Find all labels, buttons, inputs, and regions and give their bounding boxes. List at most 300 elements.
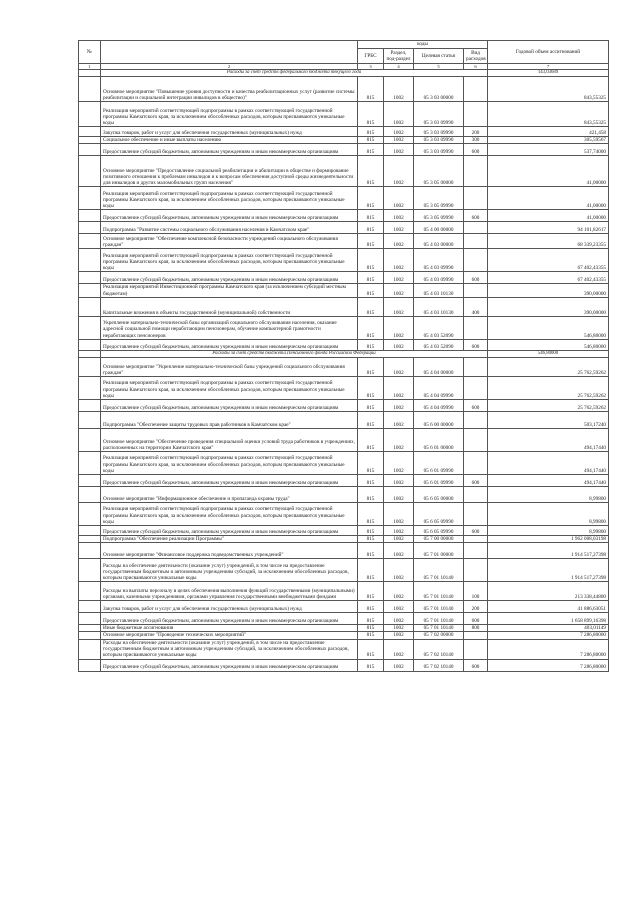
table-row <box>79 543 609 559</box>
grbs-cell: 815 <box>358 316 384 339</box>
amount-cell: 25 762,59262 <box>488 358 609 377</box>
grbs-cell: 815 <box>358 613 384 625</box>
index-cell: 7 <box>488 64 609 70</box>
expense-type-cell <box>464 487 488 503</box>
expense-type-cell <box>464 503 488 526</box>
amount-cell: 8,99800 <box>488 487 609 503</box>
section-cell: 1002 <box>384 536 414 543</box>
expense-type-cell <box>464 452 488 475</box>
expense-type-cell: 600 <box>464 526 488 536</box>
section-cell: 1002 <box>384 632 414 639</box>
item-name: Капитальные вложения в объекты государственной (муниципальной) собственности <box>101 297 358 316</box>
row-number-cell <box>79 210 101 222</box>
target-article-cell: 05 4 04 00000 <box>414 358 464 377</box>
amount-cell: 8,99800 <box>488 503 609 526</box>
item-name: Предоставление субсидий бюджетным, автономным учреждениям и иным некоммерческим организациям <box>101 272 358 284</box>
expense-type-cell: 200 <box>464 601 488 613</box>
grbs-cell: 815 <box>358 659 384 671</box>
row-number-cell <box>79 127 101 137</box>
row-number-cell <box>79 377 101 400</box>
section-cell: 1002 <box>384 102 414 127</box>
row-number-cell <box>79 137 101 144</box>
item-name: Закупка товаров, работ и услуг для обеспечения государственных (муниципальных) нужд <box>101 601 358 613</box>
row-number-cell <box>79 503 101 526</box>
expense-type-cell: 600 <box>464 144 488 156</box>
row-number-cell <box>79 475 101 487</box>
section-cell: 1002 <box>384 452 414 475</box>
target-article-cell: 05 7 00 00000 <box>414 536 464 543</box>
index-cell: 5 <box>414 64 464 70</box>
row-number-cell <box>79 582 101 601</box>
target-article-cell: 05 4 03 09990 <box>414 249 464 272</box>
grbs-cell: 815 <box>358 358 384 377</box>
section-cell: 1002 <box>384 503 414 526</box>
target-article-cell: 05 6 05 09990 <box>414 503 464 526</box>
item-name: Предоставление субсидий бюджетным, автономным учреждениям и иным некоммерческим организациям <box>101 613 358 625</box>
amount-cell: 1 658 899,16398 <box>488 613 609 625</box>
row-number-cell <box>79 249 101 272</box>
amount-cell: 67 402,43355 <box>488 249 609 272</box>
item-name: Предоставление субсидий бюджетным, автономным учреждениям и иным некоммерческим организациям <box>101 144 358 156</box>
item-name: Подпрограмма "Развитие системы социального обслуживания населения в Камчатском крае" <box>101 222 358 234</box>
table-body <box>79 70 609 672</box>
row-number-cell <box>79 452 101 475</box>
amount-cell: 7 286,80000 <box>488 632 609 639</box>
amount-cell: 843,55325 <box>488 77 609 102</box>
header-type: Вид расходов <box>464 49 488 64</box>
section-cell: 1002 <box>384 210 414 222</box>
item-name: Предоставление субсидий бюджетным, автономным учреждениям и иным некоммерческим организациям <box>101 475 358 487</box>
expense-type-cell: 400 <box>464 297 488 316</box>
header-no: № <box>79 41 101 64</box>
grbs-cell: 815 <box>358 222 384 234</box>
amount-cell: 403,01149 <box>488 625 609 632</box>
row-number-cell <box>79 536 101 543</box>
grbs-cell: 815 <box>358 102 384 127</box>
row-number-cell <box>79 429 101 452</box>
row-number-cell <box>79 559 101 582</box>
grbs-cell: 815 <box>358 77 384 102</box>
section-cell: 1002 <box>384 543 414 559</box>
grbs-cell: 815 <box>358 127 384 137</box>
header-codes: коды <box>358 41 488 49</box>
section-cell: 1002 <box>384 487 414 503</box>
amount-cell: 25 762,59262 <box>488 377 609 400</box>
target-article-cell: 05 6 01 00000 <box>414 429 464 452</box>
target-article-cell: 05 4 03 52090 <box>414 316 464 339</box>
amount-cell: 41 886,63051 <box>488 601 609 613</box>
grbs-cell: 815 <box>358 210 384 222</box>
grbs-cell: 815 <box>358 377 384 400</box>
target-article-cell: 05 7 02 10140 <box>414 659 464 671</box>
table-row <box>79 601 609 613</box>
section-cell: 1002 <box>384 249 414 272</box>
expense-type-cell: 600 <box>464 339 488 350</box>
header-target: Целевая статья <box>414 49 464 64</box>
table-row <box>79 102 609 127</box>
note-text: Расходы за счет средств федерального бюджета текущего года <box>101 70 488 77</box>
section-cell: 1002 <box>384 316 414 339</box>
item-name: Реализация мероприятий соответствующей подпрограммы в рамках соответствующей государственной программы Камчатского края, за исключением обособленных расходов, которым присваиваются уникальные коды <box>101 249 358 272</box>
table-row <box>79 536 609 543</box>
expense-type-cell: 200 <box>464 127 488 137</box>
item-name: Основное мероприятие "Предоставление социальной реабилитации и абилитации в обществе и формирование позитивного отношения к проблемам инвалидов и к вопросам обеспечения доступной среды жизнедеятельности для инвалидов и других маломобильных групп населения" <box>101 156 358 187</box>
row-number-cell <box>79 297 101 316</box>
target-article-cell: 05 4 03 10130 <box>414 297 464 316</box>
amount-cell: 94 101,82617 <box>488 222 609 234</box>
expense-type-cell: 800 <box>464 625 488 632</box>
header-section: Раздел, под-раздел <box>384 49 414 64</box>
expense-type-cell <box>464 559 488 582</box>
row-number-cell <box>79 187 101 210</box>
budget-table <box>78 40 609 672</box>
row-number-cell <box>79 156 101 187</box>
grbs-cell: 815 <box>358 234 384 249</box>
table-row <box>79 272 609 284</box>
target-article-cell: 05 7 01 10140 <box>414 559 464 582</box>
row-number-cell <box>79 358 101 377</box>
grbs-cell: 815 <box>358 187 384 210</box>
amount-cell: 421,458 <box>488 127 609 137</box>
item-name: Укрепление материально-технической базы организаций социального обслуживания населения, оказание адресной социальной помощи неработающим пенсионерам, обучение компьютерной грамотности неработающих пенсионеров <box>101 316 358 339</box>
target-article-cell: 05 6 05 09990 <box>414 526 464 536</box>
expense-type-cell <box>464 284 488 297</box>
expense-type-cell <box>464 222 488 234</box>
item-name: Предоставление субсидий бюджетным, автономным учреждениям и иным некоммерческим организациям <box>101 210 358 222</box>
target-article-cell: 05 4 03 00000 <box>414 234 464 249</box>
amount-cell: 7 286,80000 <box>488 639 609 659</box>
amount-cell: 546,80000 <box>488 316 609 339</box>
row-number-cell <box>79 284 101 297</box>
row-number-cell <box>79 222 101 234</box>
section-cell: 1002 <box>384 601 414 613</box>
amount-cell: 1 914 517,27398 <box>488 559 609 582</box>
amount-cell: 67 402,43355 <box>488 272 609 284</box>
table-row <box>79 400 609 412</box>
table-row <box>79 316 609 339</box>
row-number-cell <box>79 102 101 127</box>
amount-cell: 1 914 517,27398 <box>488 543 609 559</box>
table-row <box>79 632 609 639</box>
table-row <box>79 639 609 659</box>
target-article-cell: 05 4 03 52090 <box>414 339 464 350</box>
grbs-cell: 815 <box>358 284 384 297</box>
expense-type-cell <box>464 632 488 639</box>
target-article-cell: 05 3 03 09990 <box>414 144 464 156</box>
item-name: Реализация мероприятий соответствующей подпрограммы в рамках соответствующей государственной программы Камчатского края, за исключением обособленных расходов, которым присваиваются уникальные коды <box>101 452 358 475</box>
item-name: Предоставление субсидий бюджетным, автономным учреждениям и иным некоммерческим организациям <box>101 526 358 536</box>
item-name: Реализация мероприятий соответствующей подпрограммы в рамках соответствующей государственной программы Камчатского края, за исключением обособленных расходов, которым присваиваются уникальные коды <box>101 503 358 526</box>
grbs-cell: 815 <box>358 339 384 350</box>
table-row <box>79 210 609 222</box>
expense-type-cell <box>464 543 488 559</box>
expense-type-cell <box>464 234 488 249</box>
section-cell: 1002 <box>384 377 414 400</box>
note-text: Расходы за счет средств бюджета Пенсионного фонда Российской Федерации <box>101 350 488 357</box>
amount-cell: 8,99800 <box>488 526 609 536</box>
row-number-cell <box>79 412 101 429</box>
item-name: Реализация мероприятий Инвестиционной программы Камчатского края (за исключением субсидий местным бюджетам) <box>101 284 358 297</box>
grbs-cell: 815 <box>358 400 384 412</box>
target-article-cell: 05 7 01 10140 <box>414 582 464 601</box>
section-cell: 1002 <box>384 475 414 487</box>
expense-type-cell <box>464 377 488 400</box>
target-article-cell: 05 3 03 09990 <box>414 102 464 127</box>
section-cell: 1002 <box>384 429 414 452</box>
expense-type-cell <box>464 412 488 429</box>
table-row <box>79 144 609 156</box>
target-article-cell: 05 4 04 09990 <box>414 377 464 400</box>
note-row <box>79 350 609 357</box>
grbs-cell: 815 <box>358 625 384 632</box>
section-cell: 1002 <box>384 613 414 625</box>
row-number-cell <box>79 70 101 77</box>
target-article-cell: 05 3 03 09990 <box>414 137 464 144</box>
target-article-cell: 05 4 03 10130 <box>414 284 464 297</box>
table-row <box>79 659 609 671</box>
row-number-cell <box>79 632 101 639</box>
grbs-cell: 815 <box>358 632 384 639</box>
expense-type-cell: 600 <box>464 400 488 412</box>
target-article-cell: 05 3 05 00000 <box>414 156 464 187</box>
amount-cell: 503,17240 <box>488 412 609 429</box>
row-number-cell <box>79 400 101 412</box>
section-cell: 1002 <box>384 582 414 601</box>
table-row <box>79 559 609 582</box>
amount-cell: 390,00000 <box>488 284 609 297</box>
section-cell: 1002 <box>384 127 414 137</box>
amount-cell: 546,80000 <box>488 350 609 357</box>
section-cell: 1002 <box>384 559 414 582</box>
expense-type-cell: 600 <box>464 475 488 487</box>
note-row <box>79 70 609 77</box>
table-row <box>79 412 609 429</box>
target-article-cell: 05 6 01 09990 <box>414 475 464 487</box>
row-number-cell <box>79 613 101 625</box>
grbs-cell: 815 <box>358 156 384 187</box>
section-cell: 1002 <box>384 358 414 377</box>
index-cell: 1 <box>79 64 101 70</box>
item-name: Основное мероприятие "Обеспечение комплексной безопасности учреждений социального обслуживания граждан" <box>101 234 358 249</box>
section-cell: 1002 <box>384 659 414 671</box>
row-number-cell <box>79 339 101 350</box>
item-name: Реализация мероприятий соответствующей подпрограммы в рамках соответствующей государственной программы Камчатского края, за исключением обособленных расходов, которым присваиваются уникальные коды <box>101 102 358 127</box>
item-name: Социальное обеспечение и иные выплаты населению <box>101 137 358 144</box>
target-article-cell: 05 6 05 00000 <box>414 487 464 503</box>
table-row <box>79 503 609 526</box>
row-number-cell <box>79 234 101 249</box>
expense-type-cell <box>464 536 488 543</box>
target-article-cell: 05 7 01 00000 <box>414 543 464 559</box>
item-name: Основное мероприятие "Укрепление материально-технической базы учреждений социального обслуживания граждан" <box>101 358 358 377</box>
target-article-cell: 05 4 00 00000 <box>414 222 464 234</box>
target-article-cell: 05 7 01 10140 <box>414 613 464 625</box>
table-row <box>79 77 609 102</box>
index-cell: 2 <box>101 64 358 70</box>
amount-cell: 546,80000 <box>488 339 609 350</box>
table-row <box>79 339 609 350</box>
target-article-cell: 05 7 02 10140 <box>414 639 464 659</box>
section-cell: 1002 <box>384 187 414 210</box>
grbs-cell: 815 <box>358 249 384 272</box>
table-row <box>79 377 609 400</box>
row-number-cell <box>79 601 101 613</box>
amount-cell: 41,00000 <box>488 210 609 222</box>
grbs-cell: 815 <box>358 452 384 475</box>
grbs-cell: 815 <box>358 137 384 144</box>
item-name: Подпрограмма "Обеспечение защиты трудовых прав работников в Камчатском крае" <box>101 412 358 429</box>
row-number-cell <box>79 487 101 503</box>
row-number-cell <box>79 350 101 357</box>
target-article-cell: 05 3 05 09990 <box>414 210 464 222</box>
table-row <box>79 526 609 536</box>
section-cell: 1002 <box>384 234 414 249</box>
item-name: Закупка товаров, работ и услуг для обеспечения государственных (муниципальных) нужд <box>101 127 358 137</box>
expense-type-cell <box>464 77 488 102</box>
grbs-cell: 815 <box>358 412 384 429</box>
row-number-cell <box>79 526 101 536</box>
item-name: Подпрограмма "Обеспечение реализации Программы" <box>101 536 358 543</box>
row-number-cell <box>79 639 101 659</box>
table-row <box>79 234 609 249</box>
grbs-cell: 815 <box>358 475 384 487</box>
row-number-cell <box>79 144 101 156</box>
section-cell: 1002 <box>384 297 414 316</box>
grbs-cell: 815 <box>358 582 384 601</box>
expense-type-cell <box>464 639 488 659</box>
table-row <box>79 613 609 625</box>
expense-type-cell: 600 <box>464 613 488 625</box>
table-row <box>79 452 609 475</box>
expense-type-cell <box>464 429 488 452</box>
section-cell: 1002 <box>384 272 414 284</box>
table-row <box>79 284 609 297</box>
target-article-cell: 05 3 03 09990 <box>414 127 464 137</box>
row-number-cell <box>79 543 101 559</box>
table-row <box>79 582 609 601</box>
item-name: Расходы на обеспечение деятельности (оказание услуг) учреждений, в том числе на предоставление государственным бюджетным и автономным учреждениям субсидий, за исключением обособленных расходов, которым присваиваются уникальные коды <box>101 639 358 659</box>
budget-table-page <box>78 40 608 672</box>
expense-type-cell: 600 <box>464 272 488 284</box>
expense-type-cell <box>464 187 488 210</box>
grbs-cell: 815 <box>358 487 384 503</box>
section-cell: 1002 <box>384 400 414 412</box>
table-row <box>79 429 609 452</box>
item-name: Предоставление субсидий бюджетным, автономным учреждениям и иным некоммерческим организациям <box>101 659 358 671</box>
target-article-cell: 05 7 01 10140 <box>414 625 464 632</box>
item-name: Основное мероприятие "Финансовое поддержка подведомственных учреждений" <box>101 543 358 559</box>
expense-type-cell <box>464 102 488 127</box>
table-row <box>79 625 609 632</box>
table-row <box>79 156 609 187</box>
amount-cell: 494,17440 <box>488 452 609 475</box>
index-cell: 3 <box>358 64 384 70</box>
amount-cell: 494,17440 <box>488 475 609 487</box>
amount-cell: 537,74000 <box>488 144 609 156</box>
amount-cell: 143,03689 <box>488 70 609 77</box>
table-row <box>79 127 609 137</box>
grbs-cell: 815 <box>358 536 384 543</box>
section-cell: 1002 <box>384 625 414 632</box>
header-name <box>101 41 358 64</box>
expense-type-cell: 600 <box>464 659 488 671</box>
item-name: Предоставление субсидий бюджетным, автономным учреждениям и иным некоммерческим организациям <box>101 339 358 350</box>
amount-cell: 390,00000 <box>488 297 609 316</box>
row-number-cell <box>79 77 101 102</box>
amount-cell: 213 338,44800 <box>488 582 609 601</box>
expense-type-cell: 300 <box>464 137 488 144</box>
section-cell: 1002 <box>384 339 414 350</box>
target-article-cell: 05 6 00 00000 <box>414 412 464 429</box>
target-article-cell: 05 7 01 10140 <box>414 601 464 613</box>
grbs-cell: 815 <box>358 526 384 536</box>
target-article-cell: 05 3 03 00000 <box>414 77 464 102</box>
section-cell: 1002 <box>384 639 414 659</box>
item-name: Расходы на выплаты персоналу в целях обеспечения выполнения функций государственными (муниципальными) органами, казенными учреждениями, органами управления государственными внебюджетными фондами <box>101 582 358 601</box>
expense-type-cell: 600 <box>464 210 488 222</box>
item-name: Расходы на обеспечение деятельности (оказание услуг) учреждений, в том числе на предоставление государственным бюджетным и автономным учреждениям субсидий, за исключением обособленных расходов, которым присваиваются уникальные коды <box>101 559 358 582</box>
section-cell: 1002 <box>384 137 414 144</box>
section-cell: 1002 <box>384 222 414 234</box>
grbs-cell: 815 <box>358 559 384 582</box>
amount-cell: 305,59567 <box>488 137 609 144</box>
amount-cell: 68 339,23355 <box>488 234 609 249</box>
expense-type-cell <box>464 249 488 272</box>
expense-type-cell <box>464 358 488 377</box>
item-name: Реализация мероприятий соответствующей подпрограммы в рамках соответствующей государственной программы Камчатского края, за исключением обособленных расходов, которым присваиваются уникальные коды <box>101 377 358 400</box>
item-name: Основное мероприятие "Обеспечение проведения специальной оценки условий труда работников в учреждениях, расположенных на территории Камчатского края" <box>101 429 358 452</box>
expense-type-cell <box>464 156 488 187</box>
grbs-cell: 815 <box>358 601 384 613</box>
section-cell: 1002 <box>384 144 414 156</box>
item-name: Основное мероприятие "Информационное обеспечение и пропаганда охраны труда" <box>101 487 358 503</box>
header-total: Годовой объем ассигнований <box>488 41 609 64</box>
section-cell: 1002 <box>384 284 414 297</box>
row-number-cell <box>79 272 101 284</box>
row-number-cell <box>79 316 101 339</box>
index-cell: 6 <box>464 64 488 70</box>
table-row <box>79 137 609 144</box>
grbs-cell: 815 <box>358 144 384 156</box>
table-row <box>79 187 609 210</box>
grbs-cell: 815 <box>358 272 384 284</box>
item-name: Иные бюджетные ассигнования <box>101 625 358 632</box>
row-number-cell <box>79 659 101 671</box>
amount-cell: 41,00000 <box>488 156 609 187</box>
expense-type-cell: 100 <box>464 582 488 601</box>
target-article-cell: 05 7 02 00000 <box>414 632 464 639</box>
amount-cell: 25 762,59262 <box>488 400 609 412</box>
grbs-cell: 815 <box>358 429 384 452</box>
table-row <box>79 475 609 487</box>
amount-cell: 1 962 008,03198 <box>488 536 609 543</box>
section-cell: 1002 <box>384 412 414 429</box>
amount-cell: 843,55325 <box>488 102 609 127</box>
amount-cell: 41,00000 <box>488 187 609 210</box>
amount-cell: 494,17440 <box>488 429 609 452</box>
table-row <box>79 487 609 503</box>
target-article-cell: 05 6 01 09990 <box>414 452 464 475</box>
target-article-cell: 05 3 05 09990 <box>414 187 464 210</box>
amount-cell: 7 286,80000 <box>488 659 609 671</box>
header-grbs: ГРБС <box>358 49 384 64</box>
table-header <box>79 41 609 70</box>
table-row <box>79 358 609 377</box>
target-article-cell: 05 4 04 09990 <box>414 400 464 412</box>
item-name: Основное мероприятие "Повышение уровня доступности и качества реабилитационных услуг (развитие системы реабилитации и социальной интеграции инвалидов в общество)" <box>101 77 358 102</box>
item-name: Реализация мероприятий соответствующей подпрограммы в рамках соответствующей государственной программы Камчатского края, за исключением обособленных расходов, которым присваиваются уникальные коды <box>101 187 358 210</box>
item-name: Основное мероприятие "Проведение технических мероприятий" <box>101 632 358 639</box>
